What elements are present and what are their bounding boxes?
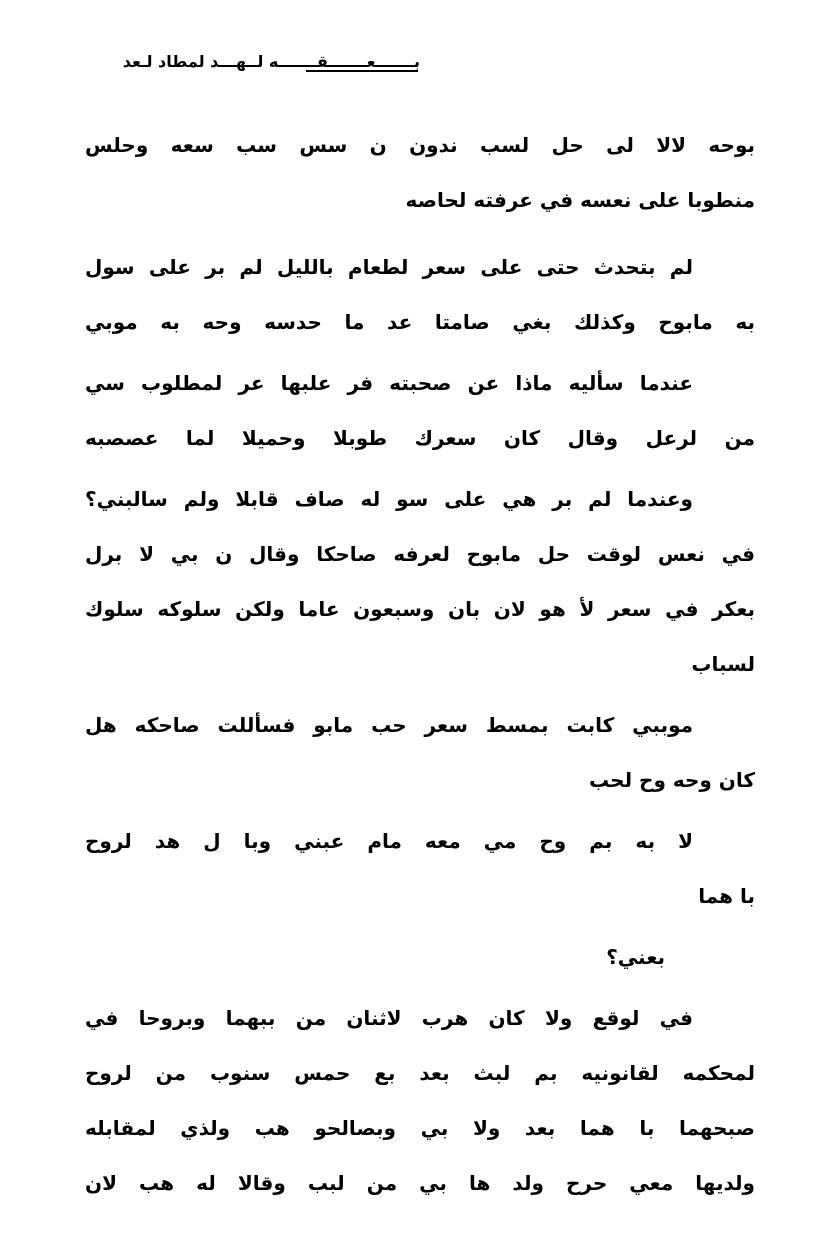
- text-line: في لوقع ولا كان هرب لاثنان من ببهما وبروحا في: [85, 1006, 693, 1030]
- text-line: لا به بم وح مي معه مام عبني وبا ل هد لروح: [85, 829, 693, 853]
- paragraph: [85, 698, 755, 808]
- text-line: وعندما لم بر هي على سو له صاف قابلا ولم سالبني؟: [85, 487, 693, 511]
- text-line: كان وحه وح لحب: [588, 768, 755, 792]
- paragraph: [85, 930, 755, 985]
- text-line: صبحهما با هما بعد ولا بي وبصالحو هب ولذي لمقابله: [85, 1116, 755, 1140]
- text-line: منطوبا على نعسه في عرفته لحاصه: [405, 188, 755, 212]
- document-body: [85, 118, 755, 1211]
- text-line: به مابوح وكذلك بغي صامتا عد ما حدسه وحه به موبي: [85, 310, 755, 334]
- text-line: موببي كابت بمسط سعر حب مابو فسأللت صاحكه هل: [85, 713, 693, 737]
- text-line: بوحه لالا لى حل لسب ندون ن سس سب سعه وحلس: [85, 133, 755, 157]
- text-line: با هما: [698, 884, 755, 908]
- text-line: لسباب: [691, 652, 755, 676]
- text-line: بعني؟: [606, 945, 665, 969]
- paragraph: [85, 991, 755, 1211]
- text-line: من لرعل وقال كان سعرك طوبلا وحميلا لما عصصبه: [85, 426, 755, 450]
- page-header: بـــــــعـــــــقـــــــه لــهـــد لمطاد لـعد: [122, 52, 420, 71]
- text-line: لم بتحدث حتى على سعر لطعام بالليل لم بر على سول: [85, 255, 693, 279]
- paragraph: [85, 356, 755, 466]
- paragraph: [85, 472, 755, 692]
- text-line: ولديها معي حرح ولد ها بي من لبب وقالا له هب لان: [85, 1171, 755, 1195]
- text-line: بعكر في سعر لأ هو لان بان وسبعون عاما ولكن سلوكه سلوك: [85, 597, 755, 621]
- text-line: عندما سأليه ماذا عن صحبته فر علبها عر لمطلوب سي: [85, 371, 693, 395]
- header-underline: [306, 70, 418, 72]
- text-line: لمحكمه لقانونيه بم لبث بعد بع حمس سنوب من لروح: [85, 1061, 755, 1085]
- paragraph: [85, 118, 755, 228]
- paragraph: [85, 240, 755, 350]
- paragraph: [85, 814, 755, 924]
- text-line: في نعس لوقت حل مابوح لعرفه صاحكا وقال ن بي لا برل: [85, 542, 755, 566]
